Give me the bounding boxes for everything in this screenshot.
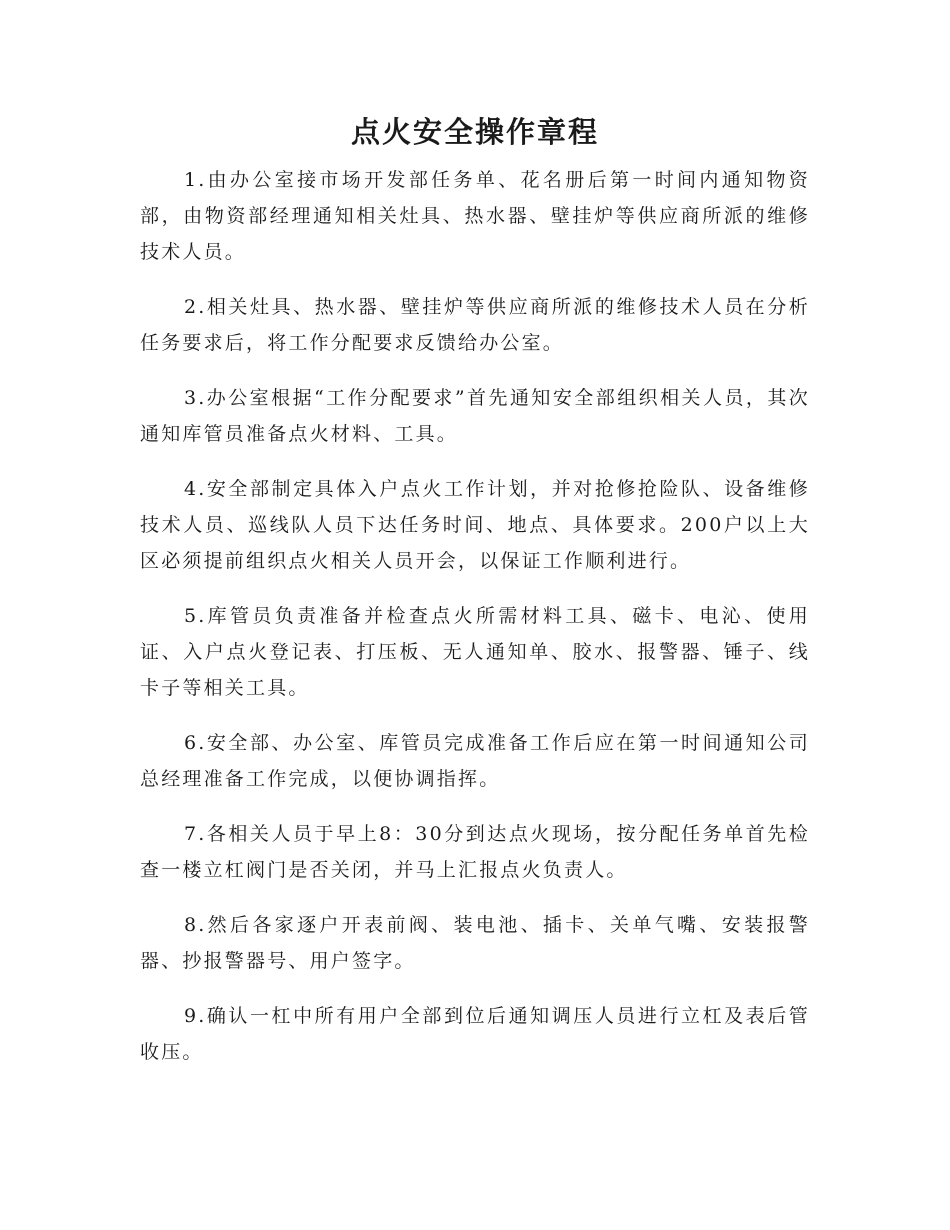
paragraph-3: 3.办公室根据“工作分配要求”首先通知安全部组织相关人员，其次通知库管员准备点火材料、工具。 [140,387,810,445]
paragraph-5: 5.库管员负责准备并检查点火所需材料工具、磁卡、电沁、使用证、入户点火登记表、打压板、无人通知单、胶水、报警器、锤子、线卡子等相关工具。 [140,605,810,699]
document-title: 点火安全操作章程 [350,115,599,149]
paragraph-1: 1.由办公室接市场开发部任务单、花名册后第一时间内通知物资部，由物资部经理通知相关灶具、热水器、壁挂炉等供应商所派的维修技术人员。 [140,169,810,263]
paragraph-6: 6.安全部、办公室、库管员完成准备工作后应在第一时间通知公司总经理准备工作完成，以便协调指挥。 [140,732,810,790]
paragraph-8: 8.然后各家逐户开表前阀、装电池、插卡、关单气嘴、安装报警器、抄报警器号、用户签字。 [140,914,810,972]
document-body [140,162,810,1089]
paragraph-4: 4.安全部制定具体入户点火工作计划，并对抢修抢险队、设备维修技术人员、巡线队人员下达任务时间、地点、具体要求。200户以上大区必须提前组织点火相关人员开会，以保证工作顺利进行。 [140,478,810,572]
paragraph-2: 2.相关灶具、热水器、壁挂炉等供应商所派的维修技术人员在分析任务要求后，将工作分配要求反馈给办公室。 [140,296,810,354]
paragraph-7: 7.各相关人员于早上8：30分到达点火现场，按分配任务单首先检查一楼立杠阀门是否关闭，并马上汇报点火负责人。 [140,823,810,881]
paragraph-9: 9.确认一杠中所有用户全部到位后通知调压人员进行立杠及表后管收压。 [140,1005,810,1063]
